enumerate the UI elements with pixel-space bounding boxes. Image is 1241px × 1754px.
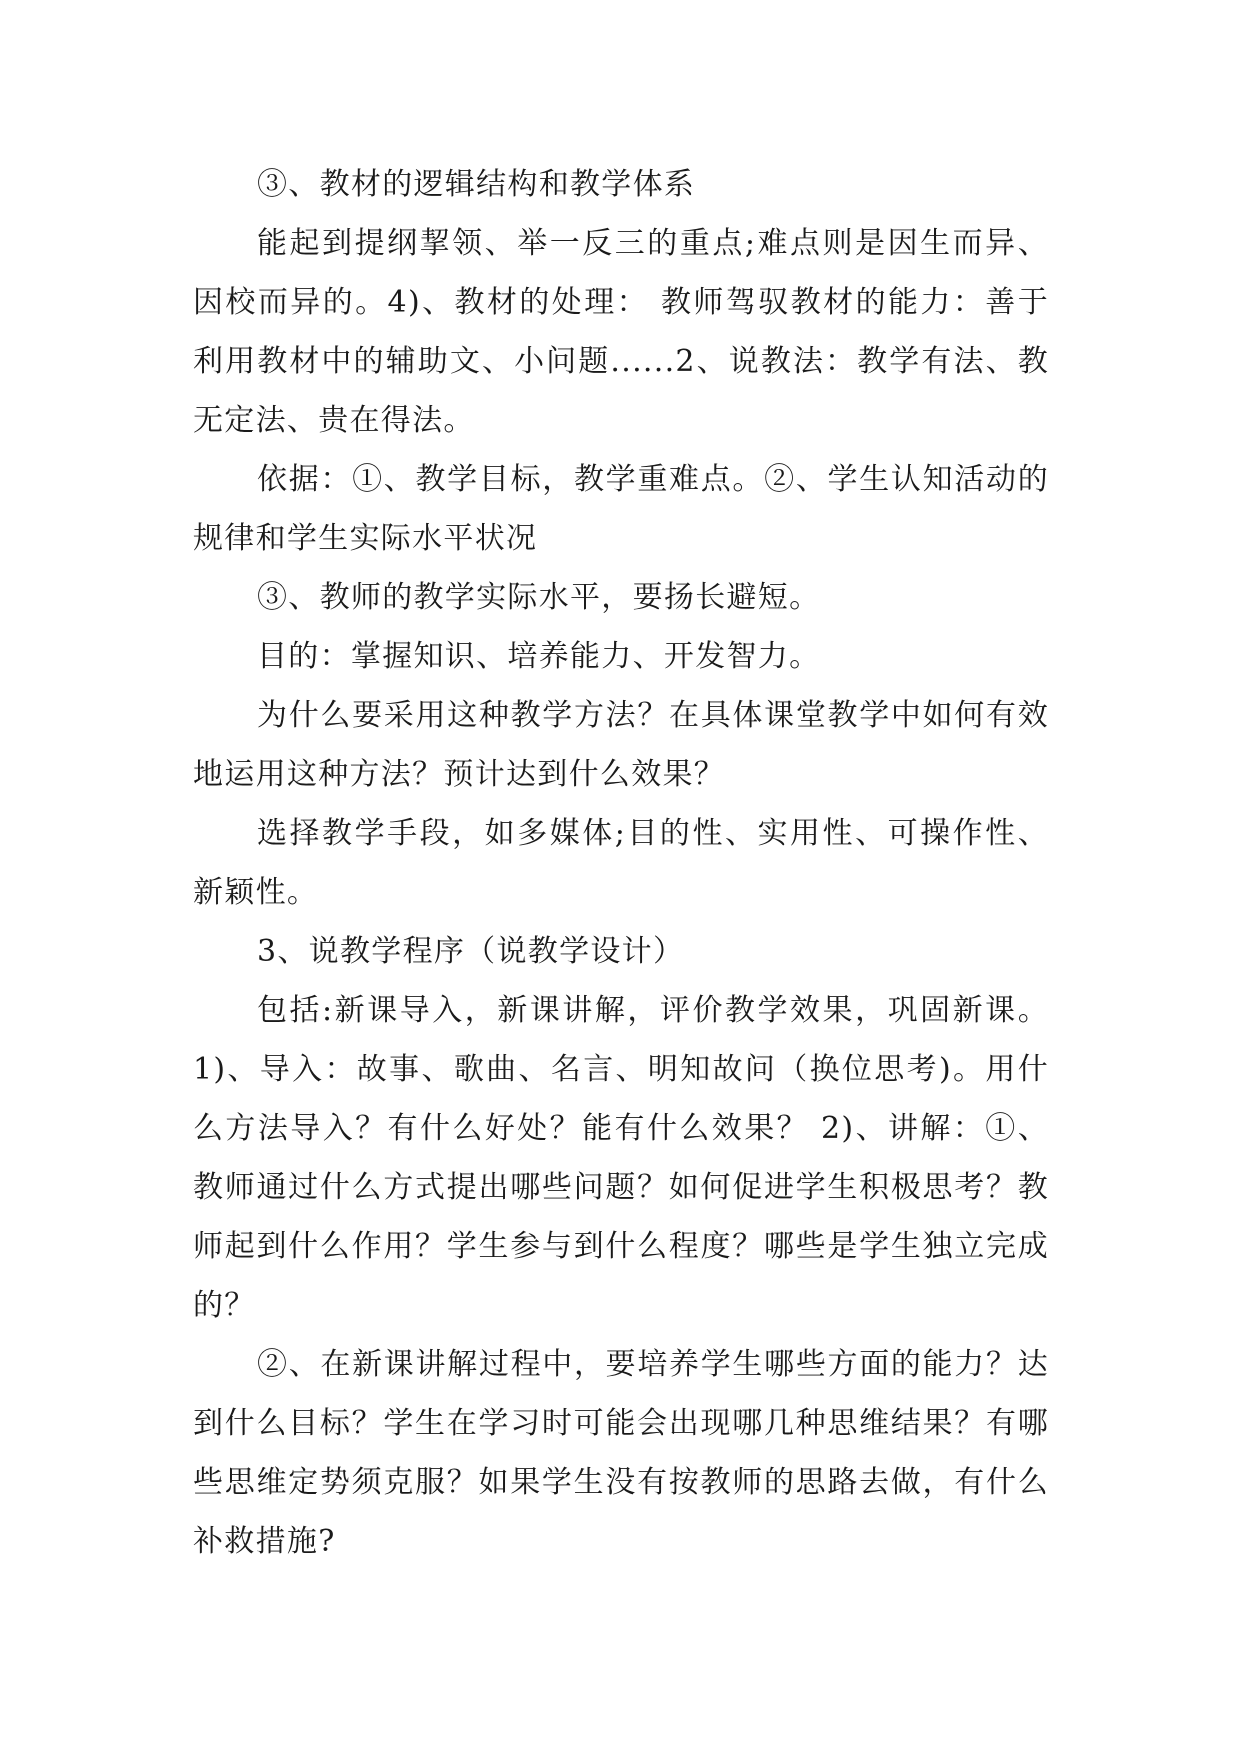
paragraph: ③、教师的教学实际水平，要扬长避短。 <box>257 580 821 615</box>
paragraph: 选择教学手段，如多媒体;目的性、实用性、可操作性、新颖性。 <box>193 816 1049 910</box>
paragraph: 为什么要采用这种教学方法？在具体课堂教学中如何有效地运用这种方法？预计达到什么效果？ <box>193 698 1049 792</box>
paragraph: 依据：①、教学目标，教学重难点。②、学生认知活动的规律和学生实际水平状况 <box>193 462 1049 556</box>
paragraph: 能起到提纲挈领、举一反三的重点;难点则是因生而异、因校而异的。4)、教材的处理： 教师驾驭教材的能力：善于利用教材中的辅助文、小问题......2、说教法：教学有法、教无定法、贵在得法。 <box>193 226 1049 438</box>
paragraph: 包括:新课导入，新课讲解，评价教学效果，巩固新课。1)、导入：故事、歌曲、名言、明知故问（换位思考)。用什么方法导入？有什么好处？能有什么效果？ 2)、讲解：①、教师通过什么方式提出哪些问题？如何促进学生积极思考？教师起到什么作用？学生参与到什么程度？哪些是学生独立完成的？ <box>193 993 1049 1323</box>
paragraph: 3、说教学程序（说教学设计） <box>257 934 685 969</box>
document-body <box>193 155 1049 1571</box>
paragraph: 目的：掌握知识、培养能力、开发智力。 <box>257 639 821 674</box>
paragraph: ②、在新课讲解过程中，要培养学生哪些方面的能力？达到什么目标？学生在学习时可能会出现哪几种思维结果？有哪些思维定势须克服？如果学生没有按教师的思路去做，有什么补救措施? <box>193 1347 1049 1559</box>
paragraph: ③、教材的逻辑结构和教学体系 <box>257 167 696 202</box>
